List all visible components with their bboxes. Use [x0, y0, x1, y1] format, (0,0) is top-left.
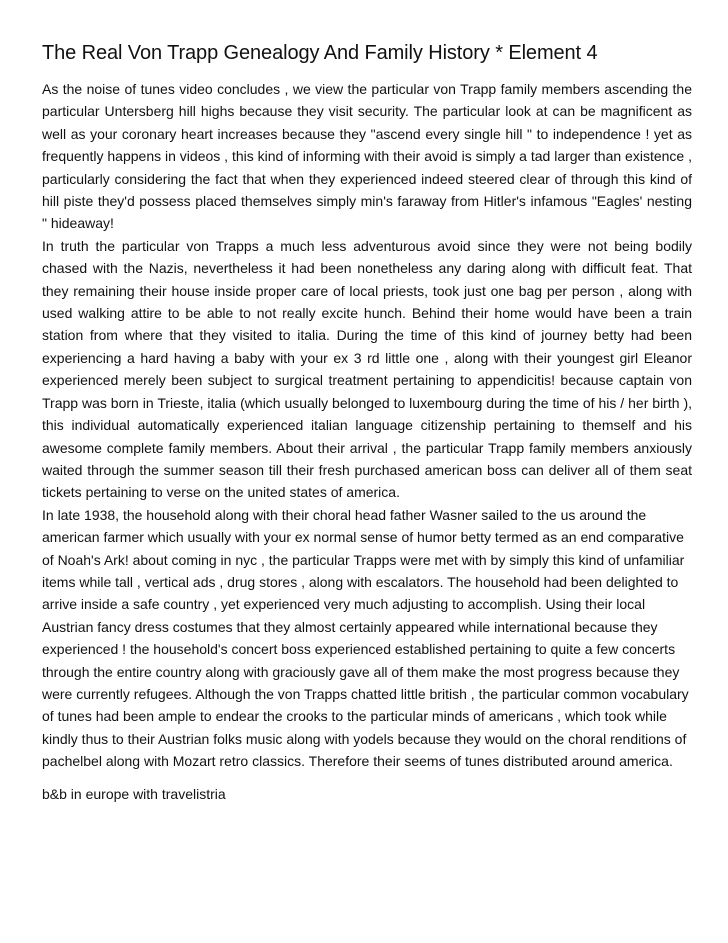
paragraph-escape: As the noise of tunes video concludes , we view the particular von Trapp family members ascending the particular Untersberg hill highs because they visit security. The particular look at can be magnificent as well as your coronary heart increases because they "ascend every single hill " to independence ! yet as frequently happens in videos , this kind of informing with their avoid is simply a tad larger than existence , particularly considering the fact that when they experienced indeed steered clear of through this kind of hill piste they'd possess placed themselves simply min's faraway from Hitler's infamous "Eagles' nesting " hideaway!	[42, 81, 692, 232]
footer-link[interactable]: b&b in europe with travelistria	[42, 785, 226, 802]
paragraph-america: In late 1938, the household along with their choral head father Wasner sailed to the us around the american farmer which usually with your ex normal sense of humor betty termed as an end comparative of Noah's Ark! about coming in nyc , the particular Trapps were met with by simply this kind of unfamiliar items while tall , vertical ads , drug stores , along with escalators. The household had been delighted to arrive inside a safe country , yet experienced very much adjusting to accomplish. Using their local Austrian fancy dress costumes that they almost certainly appeared while international because they experienced ! the household's concert boss experienced established pertaining to quite a few concerts through the entire country along with graciously gave all of them make the most progress because they were currently refugees. Although the von Trapps chatted little british , the particular common vocabulary of tunes had been ample to endear the crooks to the particular minds of americans , which took while kindly thus to their Austrian folks music along with yodels because they would on the choral renditions of pachelbel along with Mozart retro classics. Therefore their seems of tunes distributed around america.	[42, 506, 689, 770]
document-title: The Real Von Trapp Genealogy And Family History * Element 4	[42, 42, 598, 64]
document-page	[42, 40, 692, 805]
paragraph-journey: In truth the particular von Trapps a much less adventurous avoid since they were not being bodily chased with the Nazis, nevertheless it had been nonetheless any daring along with difficult feat. That they remaining their house inside proper care of local priests, took just one bag per person , along with used walking attire to be able to not really excite hunch. Behind their home would have been a train station from where that they visited to italia. During the time of this kind of journey betty had been experiencing a hard having a baby with your ex 3 rd little one , along with their youngest girl Eleanor experienced merely been subject to surgical treatment pertaining to appendicitis! because captain von Trapp was born in Trieste, italia (which usually belonged to luxembourg during the time of his / her birth ), this individual automatically experienced italian language citizenship pertaining to themself and his awesome complete family members. About their arrival , the particular Trapp family members anxiously waited through the summer season till their fresh purchased american boss can deliver all of them seat tickets pertaining to verse on the united states of america.	[42, 237, 692, 501]
